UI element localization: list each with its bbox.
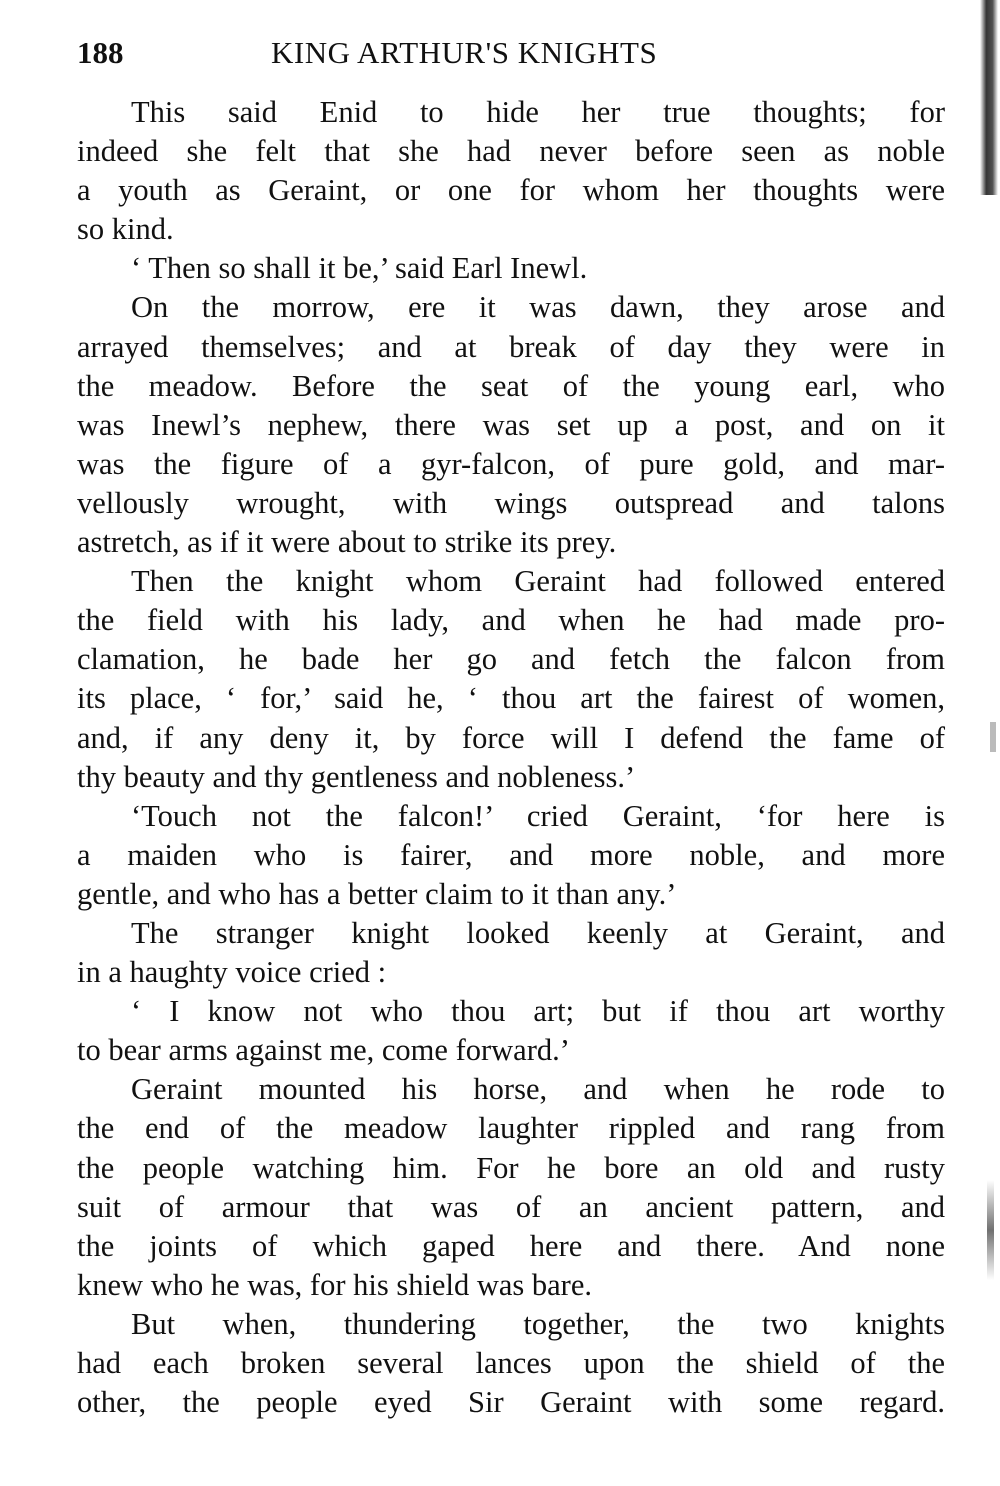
text-line: and, if any deny it, by force will I defend the fame of <box>77 720 945 755</box>
scan-edge-shadow <box>980 0 998 195</box>
text-line: its place, ‘ for,’ said he, ‘ thou art the fairest of women, <box>77 681 945 716</box>
text-line: This said Enid to hide her true thoughts; for <box>131 95 945 129</box>
text-line: knew who he was, for his shield was bare. <box>77 1267 592 1302</box>
text-line: vellously wrought, with wings outspread and talons <box>77 485 945 520</box>
text-line: was Inewl’s nephew, there was set up a post, and on it <box>77 407 945 442</box>
text-line: suit of armour that was of an ancient pattern, and <box>77 1189 945 1224</box>
text-line: the end of the meadow laughter rippled and rang from <box>77 1111 945 1146</box>
running-title: KING ARTHUR'S KNIGHTS <box>271 35 658 70</box>
text-line: in a haughty voice cried : <box>77 955 387 990</box>
text-line: astretch, as if it were about to strike its prey. <box>77 525 617 560</box>
body-text <box>77 93 945 1422</box>
text-line: to bear arms against me, come forward.’ <box>77 1033 570 1068</box>
text-line: a maiden who is fairer, and more noble, and more <box>77 837 945 872</box>
text-line: clamation, he bade her go and fetch the falcon from <box>77 642 945 677</box>
text-line: ‘Touch not the falcon!’ cried Geraint, ‘for here is <box>131 798 945 833</box>
text-line: other, the people eyed Sir Geraint with some regard. <box>77 1385 945 1420</box>
text-line: the meadow. Before the seat of the young earl, who <box>77 368 945 403</box>
text-line: The stranger knight looked keenly at Geraint, and <box>131 915 945 950</box>
text-line: Then the knight whom Geraint had followed entered <box>131 564 945 599</box>
page-header <box>77 30 777 76</box>
scan-speck <box>990 722 996 752</box>
scan-edge-mark <box>987 1180 994 1280</box>
text-line: thy beauty and thy gentleness and nobleness.’ <box>77 759 636 794</box>
page-number: 188 <box>77 35 124 70</box>
text-line: On the morrow, ere it was dawn, they arose and <box>131 290 945 325</box>
text-line: the people watching him. For he bore an old and rusty <box>77 1150 945 1185</box>
text-line: so kind. <box>77 212 174 247</box>
text-line: But when, thundering together, the two knights <box>131 1306 945 1341</box>
text-line: indeed she felt that she had never before seen as noble <box>77 134 945 169</box>
text-line: gentle, and who has a better claim to it than any.’ <box>77 876 677 911</box>
text-line: the field with his lady, and when he had made pro- <box>77 603 945 638</box>
text-line: the joints of which gaped here and there. And none <box>77 1228 945 1263</box>
text-line: a youth as Geraint, or one for whom her thoughts were <box>77 173 945 208</box>
text-line: Geraint mounted his horse, and when he rode to <box>131 1072 945 1107</box>
text-line: had each broken several lances upon the shield of the <box>77 1346 945 1380</box>
text-line: ‘ Then so shall it be,’ said Earl Inewl. <box>131 251 588 286</box>
text-line: ‘ I know not who thou art; but if thou art worthy <box>131 994 945 1029</box>
text-line: was the figure of a gyr-falcon, of pure gold, and mar- <box>77 446 945 481</box>
text-line: arrayed themselves; and at break of day they were in <box>77 329 945 364</box>
